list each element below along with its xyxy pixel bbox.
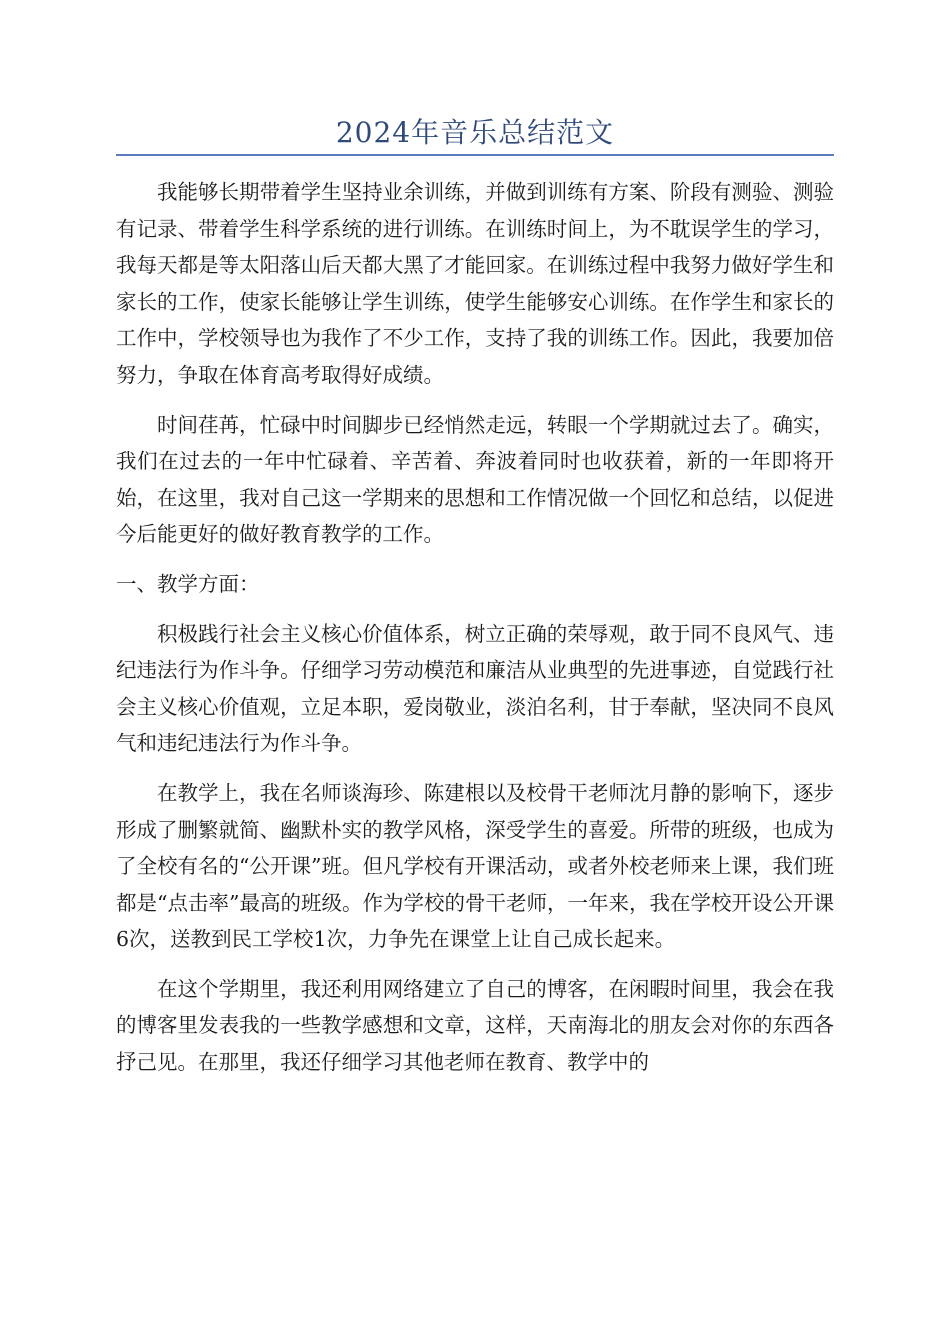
paragraph-3: 积极践行社会主义核心价值体系，树立正确的荣辱观，敢于同不良风气、违纪违法行为作斗争。仔细学习劳动模范和廉洁从业典型的先进事迹，自觉践行社会主义核心价值观，立足本职，爱岗敬业，淡泊名利，甘于奉献，坚决同不良风气和违纪违法行为作斗争。: [116, 621, 834, 756]
paragraph-1: 我能够长期带着学生坚持业余训练，并做到训练有方案、阶段有测验、测验有记录、带着学生科学系统的进行训练。在训练时间上，为不耽误学生的学习，我每天都是等太阳落山后天都大黑了才能回家。在训练过程中我努力做好学生和家长的工作，使家长能够让学生训练，使学生能够安心训练。在作学生和家长的工作中，学校领导也为我作了不少工作，支持了我的训练工作。因此，我要加倍努力，争取在体育高考取得好成绩。: [116, 180, 834, 387]
section-heading-teaching: 一、教学方面：: [116, 571, 260, 596]
paragraph-5: 在这个学期里，我还利用网络建立了自己的博客，在闲暇时间里，我会在我的博客里发表我的一些教学感想和文章，这样，天南海北的朋友会对你的东西各抒己见。在那里，我还仔细学习其他老师在教育、教学中的: [116, 976, 834, 1075]
paragraph-4: 在教学上，我在名师谈海珍、陈建根以及校骨干老师沈月静的影响下，逐步形成了删繁就简、幽默朴实的教学风格，深受学生的喜爱。所带的班级，也成为了全校有名的“公开课”班。但凡学校有开课活动，或者外校老师来上课，我们班都是“点击率”最高的班级。作为学校的骨干老师，一年来，我在学校开设公开课6次，送教到民工学校1次，力争先在课堂上让自己成长起来。: [116, 780, 834, 952]
document-body: [116, 174, 834, 1094]
paragraph-2: 时间荏苒，忙碌中时间脚步已经悄然走远，转眼一个学期就过去了。确实，我们在过去的一年中忙碌着、辛苦着、奔波着同时也收获着，新的一年即将开始，在这里，我对自己这一学期来的思想和工作情况做一个回忆和总结，以促进今后能更好的做好教育教学的工作。: [116, 412, 834, 547]
title-underline: [116, 154, 834, 156]
document-title: 2024年音乐总结范文: [335, 116, 615, 149]
